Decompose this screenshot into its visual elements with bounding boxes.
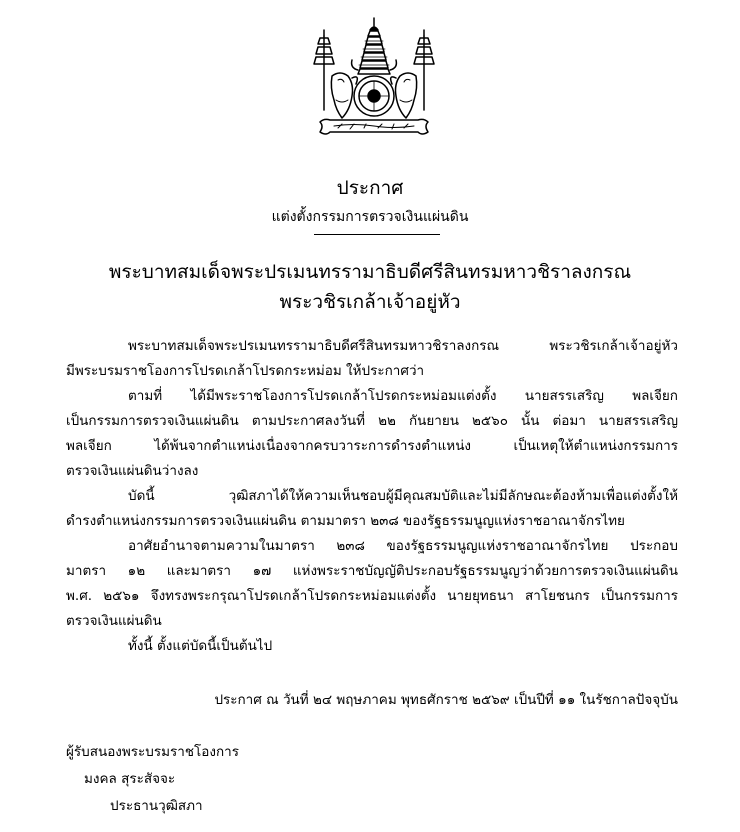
king-title-line-1: พระบาทสมเด็จพระปรเมนทรรามาธิบดีศรีสินทรมหาวชิราลงกรณ	[108, 261, 632, 283]
countersign-label: ผู้รับสนองพระบรมราชโองการ	[66, 744, 239, 760]
body-line: ตามที่ ได้มีพระราชโองการโปรดเกล้าโปรดกระหม่อมแต่งตั้ง นายสรรเสริญ พลเจียก	[128, 388, 678, 404]
title-divider	[314, 234, 440, 235]
body-line: มาตรา ๑๒ และมาตรา ๑๗ แห่งพระราชบัญญัติประกอบรัฐธรรมนูญว่าด้วยการตรวจเงินแผ่นดิน	[66, 563, 678, 579]
body-line: ทั้งนี้ ตั้งแต่บัดนี้เป็นต้นไป	[128, 638, 273, 654]
dateline: ประกาศ ณ วันที่ ๒๔ พฤษภาคม พุทธศักราช ๒๕๖๙ เป็นปีที่ ๑๑ ในรัชกาลปัจจุบัน	[214, 692, 678, 708]
document-subtitle: แต่งตั้งกรรมการตรวจเงินแผ่นดิน	[271, 209, 469, 225]
king-title-line-2: พระวชิรเกล้าเจ้าอยู่หัว	[279, 291, 461, 313]
body-line: ดำรงตำแหน่งกรรมการตรวจเงินแผ่นดิน ตามมาตรา ๒๓๘ ของรัฐธรรมนูญแห่งราชอาณาจักรไทย	[66, 513, 625, 529]
royal-emblem-icon	[294, 14, 454, 142]
body-line: ตรวจเงินแผ่นดินว่างลง	[66, 463, 199, 479]
announcement-body	[66, 334, 678, 659]
signatory-position: ประธานวุฒิสภา	[110, 798, 203, 814]
body-line: พ.ศ. ๒๕๖๑ จึงทรงพระกรุณาโปรดเกล้าโปรดกระหม่อมแต่งตั้ง นายยุทธนา สาโยชนกร เป็นกรรมการ	[66, 588, 678, 604]
body-line: ตรวจเงินแผ่นดิน	[66, 613, 162, 629]
royal-emblem-graphic	[294, 14, 454, 142]
signatory-name: มงคล สุระสัจจะ	[84, 771, 176, 787]
document-title: ประกาศ	[336, 177, 404, 199]
body-line: อาศัยอำนาจตามความในมาตรา ๒๓๘ ของรัฐธรรมนูญแห่งราชอาณาจักรไทย ประกอบ	[128, 538, 678, 554]
body-line: พระบาทสมเด็จพระปรเมนทรรามาธิบดีศรีสินทรมหาวชิราลงกรณ พระวชิรเกล้าเจ้าอยู่หัว	[128, 338, 678, 354]
body-line: มีพระบรมราชโองการโปรดเกล้าโปรดกระหม่อม ให้ประกาศว่า	[66, 363, 425, 379]
body-line: พลเจียก ได้พ้นจากตำแหน่งเนื่องจากครบวาระการดำรงตำแหน่ง เป็นเหตุให้ตำแหน่งกรรมการ	[66, 438, 678, 454]
body-line: บัดนี้ วุฒิสภาได้ให้ความเห็นชอบผู้มีคุณสมบัติและไม่มีลักษณะต้องห้ามเพื่อแต่งตั้งให้	[128, 488, 678, 504]
body-line: เป็นกรรมการตรวจเงินแผ่นดิน ตามประกาศลงวันที่ ๒๒ กันยายน ๒๕๖๐ นั้น ต่อมา นายสรรเสริญ	[66, 413, 678, 429]
